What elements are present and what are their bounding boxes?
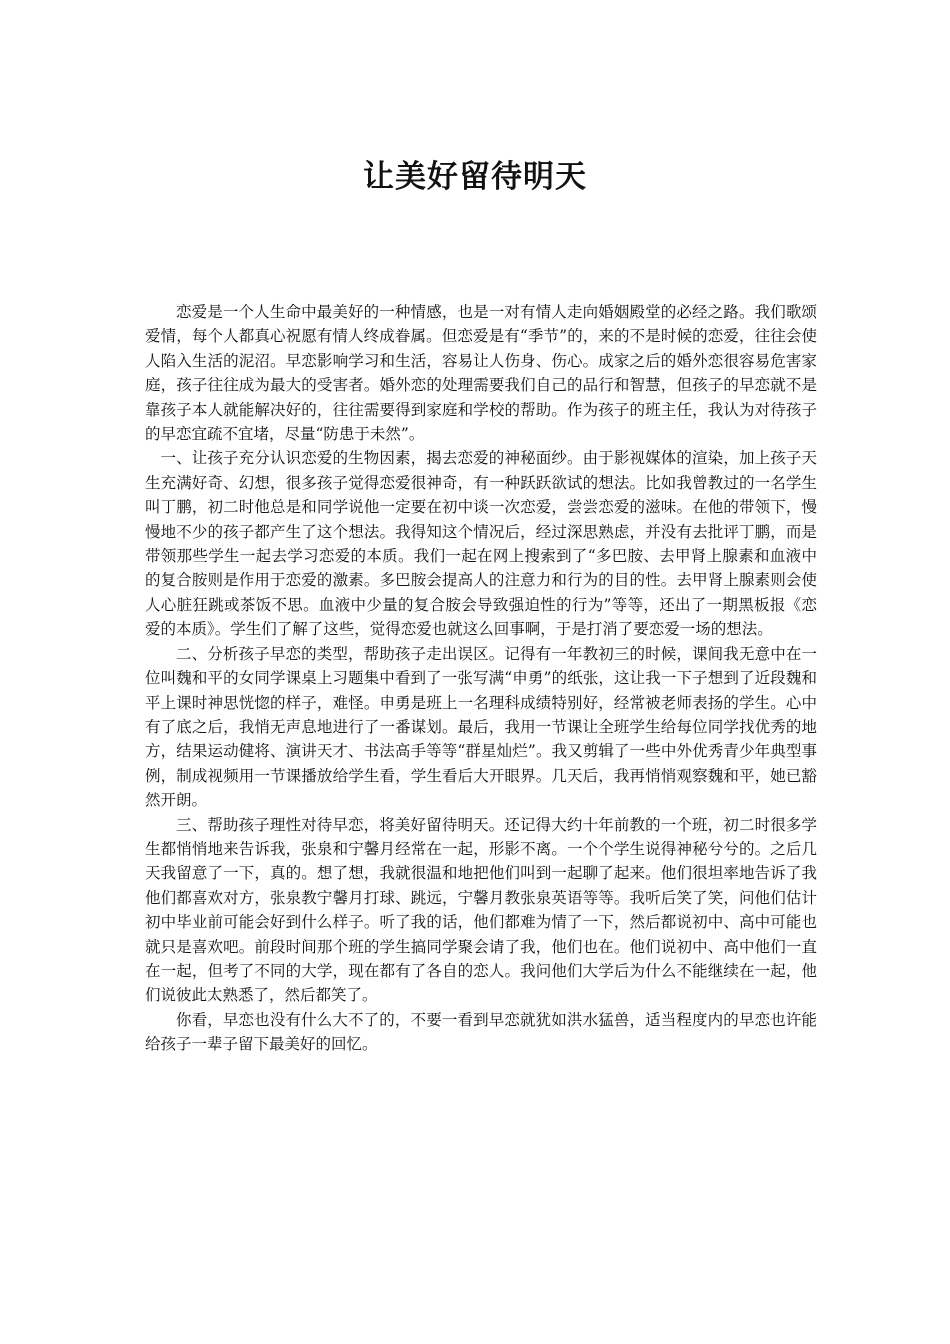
document-title: 让美好留待明天: [363, 159, 587, 195]
paragraph-section-2: 二、分析孩子早恋的类型，帮助孩子走出误区。记得有一年教初三的时候，课间我无意中在一位叫魏和平的女同学课桌上习题集中看到了一张写满“申勇”的纸张，这让我一下子想到了近段魏和平上课时神思恍惚的样子，难怪。申勇是班上一名理科成绩特别好，经常被老师表扬的学生。心中有了底之后，我悄无声息地进行了一番谋划。最后，我用一节课让全班学生给每位同学找优秀的地方，结果运动健将、演讲天才、书法高手等等“群星灿烂”。我又剪辑了一些中外优秀青少年典型事例，制成视频用一节课播放给学生看，学生看后大开眼界。几天后，我再悄悄观察魏和平，她已豁然开朗。: [145, 644, 817, 810]
paragraph-section-1: 一、让孩子充分认识恋爱的生物因素，揭去恋爱的神秘面纱。由于影视媒体的渲染，加上孩子天生充满好奇、幻想，很多孩子觉得恋爱很神奇，有一种跃跃欲试的想法。比如我曾教过的一名学生叫丁鹏，初二时他总是和同学说他一定要在初中谈一次恋爱，尝尝恋爱的滋味。在他的带领下，慢慢地不少的孩子都产生了这个想法。我得知这个情况后，经过深思熟虑，并没有去批评丁鹏，而是带领那些学生一起去学习恋爱的本质。我们一起在网上搜索到了“多巴胺、去甲肾上腺素和血液中的复合胺则是作用于恋爱的激素。多巴胺会提高人的注意力和行为的目的性。去甲肾上腺素则会使人心脏狂跳或茶饭不思。血液中少量的复合胺会导致强迫性的行为”等等，还出了一期黑板报《恋爱的本质》。学生们了解了这些，觉得恋爱也就这么回事啊，于是打消了要恋爱一场的想法。: [145, 449, 817, 639]
document-body: [145, 300, 817, 1057]
paragraph-intro: 恋爱是一个人生命中最美好的一种情感，也是一对有情人走向婚姻殿堂的必经之路。我们歌颂爱情，每个人都真心祝愿有情人终成眷属。但恋爱是有“季节”的，来的不是时候的恋爱，往往会使人陷入生活的泥沼。早恋影响学习和生活，容易让人伤身、伤心。成家之后的婚外恋很容易危害家庭，孩子往往成为最大的受害者。婚外恋的处理需要我们自己的品行和智慧，但孩子的早恋就不是靠孩子本人就能解决好的，往往需要得到家庭和学校的帮助。作为孩子的班主任，我认为对待孩子的早恋宜疏不宜堵，尽量“防患于未然”。: [145, 303, 817, 444]
paragraph-conclusion: 你看，早恋也没有什么大不了的，不要一看到早恋就犹如洪水猛兽，适当程度内的早恋也许能给孩子一辈子留下最美好的回忆。: [145, 1010, 817, 1054]
paragraph-section-3: 三、帮助孩子理性对待早恋，将美好留待明天。还记得大约十年前教的一个班，初二时很多学生都悄悄地来告诉我，张泉和宁馨月经常在一起，形影不离。一个个学生说得神秘兮兮的。之后几天我留意了一下，真的。想了想，我就很温和地把他们叫到一起聊了起来。他们很坦率地告诉了我他们都喜欢对方，张泉教宁馨月打球、跳远，宁馨月教张泉英语等等。我听后笑了笑，问他们估计初中毕业前可能会好到什么样子。听了我的话，他们都难为情了一下，然后都说初中、高中可能也就只是喜欢吧。前段时间那个班的学生搞同学聚会请了我，他们也在。他们说初中、高中他们一直在一起，但考了不同的大学，现在都有了各自的恋人。我问他们大学后为什么不能继续在一起，他们说彼此太熟悉了，然后都笑了。: [145, 815, 817, 1005]
